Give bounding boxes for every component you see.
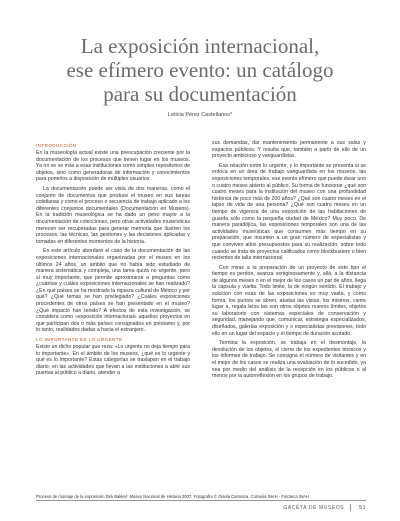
page-footer bbox=[283, 504, 366, 511]
paragraph: En la museología actual existe una preocupación creciente por la documentación de los procesos que tienen lugar en los museos. Ya no se ve más a esas instituciones como simples repositorios de objetos, sino como generadoras de información y conocimientos para ponerlos a disposición de múltiples usuarios. bbox=[36, 150, 190, 183]
title-line-3: para su documentación bbox=[103, 82, 297, 106]
paragraph: La documentación puede ser vista de dos maneras, como el conjunto de documentos que produce el museo en sus tareas cotidianas y como el proceso o secuencia de trabajo aplicado a los diferentes conjuntos documentales (Documentación en Museos). En la tradición museológica se ha dado un peso mayor a la documentación de colecciones, pero otras actividades museísticas merecen ser recuperadas para generar memoria que ilustren los procesos, las técnicas, las gestiones y las decisiones aplicadas y tomadas en diferentes momentos de la historia. bbox=[36, 185, 190, 245]
paragraph: Esa relación entre lo urgente, y lo importante se presenta si se enfoca en un área de trabajo vanguardista en los museos, las exposiciones temporales, ese evento efímero que puede durar uno o cuatro meses abierto al público. Su forma de funcionar ¿qué son cuatro meses para la institución del museo con una profundidad histórica de poco más de 200 años? ¿Qué son cuatro meses en el lapso de vida de una persona? ¿Qué son cuatro meses en un tiempo de vigencia de una exposición de las habitaciones de guarda sólo como la pequeña ciudad de México? Muy poco. De manera paradójica, las exposiciones temporales son una de las actividades museísticas que consumen más tiempo en su preparación, que insumen a un gran número de especialistas y que conviven altos presupuestos para su realización, sobre todo cuando se trata de proyectos calificados como blockbusters o bien recientes de talla internacional. bbox=[212, 162, 366, 262]
section-heading: INTRODUCCIÓN bbox=[36, 143, 77, 148]
column-right bbox=[212, 140, 366, 475]
title-line-1: La exposición internacional, bbox=[80, 34, 320, 58]
paragraph: Con miras a la preparación de un proyecto de este tipo el tiempo es perdón, avanza vertiginosamente y, allá, a la distancia de algunos meses o en el mejor de los casos un par de años, llega la capsula y vuelta. Todo limite, la de ningún sentido. El trabajo y solución con esas de las exposiciones es muy vasta, y como forma, los puntos se abren, atadas las vistas, los mismos, cierre lugar a, regala lelos las son otros objetos nuevos límites, objetos su laboratorio con sistemas especiales de conservación y seguridad, manejando que, comunicar, estrategia especializados, diseñados, galerías exposición y o especialistas previsiones, todo ello en un lugar del espacio y el tiempo de duración acotado. bbox=[212, 264, 366, 337]
footer-divider bbox=[350, 504, 351, 511]
paragraph: Existe un dicho popular que reza: «Lo urgente no deja tiempo para lo importante». En el ámbito de los museos, ¿qué es lo urgente y qué es lo importante? Estas categorías se traslapan en el trabajo diario, en las actividades que llevan a las instituciones a abrir sus puertas al público a diario, atender a bbox=[36, 344, 190, 377]
paragraph: Termina la exposición, se trabaja en el desmontaje, la devolución de los objetos, el cierre de los expedientes técnicos y los informes de trabajo. Se consigna el número de visitantes y en el mejor de los casos se realiza una evaluación de lo sucedido, ya sea por medio del análisis de la recepción en los públicos o al menos por la autorreflexión en los grupos de trabajo. bbox=[212, 340, 366, 380]
title-line-2: ese efímero evento: un catálogo bbox=[66, 58, 334, 82]
article-title bbox=[0, 34, 400, 106]
footer-rule bbox=[36, 500, 366, 501]
magazine-name: GACETA DE MUSEOS bbox=[283, 504, 345, 511]
article-author: Leticia Pérez Castellanos* bbox=[167, 112, 233, 118]
body-columns bbox=[36, 140, 366, 475]
photo-caption: Proceso de montaje de la exposición Dirk Bakker: Museo Nacional de Historia 2007. Fotografía © Gisela Carranza. Cortesía INAH - Fototeca INAH bbox=[36, 494, 309, 499]
paragraph: En este artículo abordaré el caso de la documentación de las exposiciones internacionales organizadas por el museo en los últimos 24 años, un ámbito que no había sido estudiado de manera sistemática y compleja, una tarea quizá no urgente, pero sí muy importante, que permite aproximarse a preguntas como ¿cuántas y cuáles exposiciones internacionales se han realizado? ¿En qué países se ha mostrado la riqueza cultural de México y por qué? ¿Qué temas se han privilegiado? ¿Cuáles exposiciones procedentes de otros países se han presentado en el museo? ¿Qué impacto han tenido? A efectos de esta investigación, se considera como «exposición internacional» aquellos proyectos en que participan dos o más países consignados en préstamo y, por lo tanto, realidades dadas a hacia el extranjero. bbox=[36, 248, 190, 334]
column-left bbox=[36, 140, 190, 475]
paragraph: sus demandas, dar mantenimiento permanente a sus salas y espacios públicos. Y resulta que, también a partir de ello de un proyecto ambicioso y vanguardistas. bbox=[212, 140, 366, 160]
page-number: 51 bbox=[359, 504, 366, 511]
section-heading: LO IMPORTANTE ES LO URGENTE bbox=[36, 337, 123, 343]
